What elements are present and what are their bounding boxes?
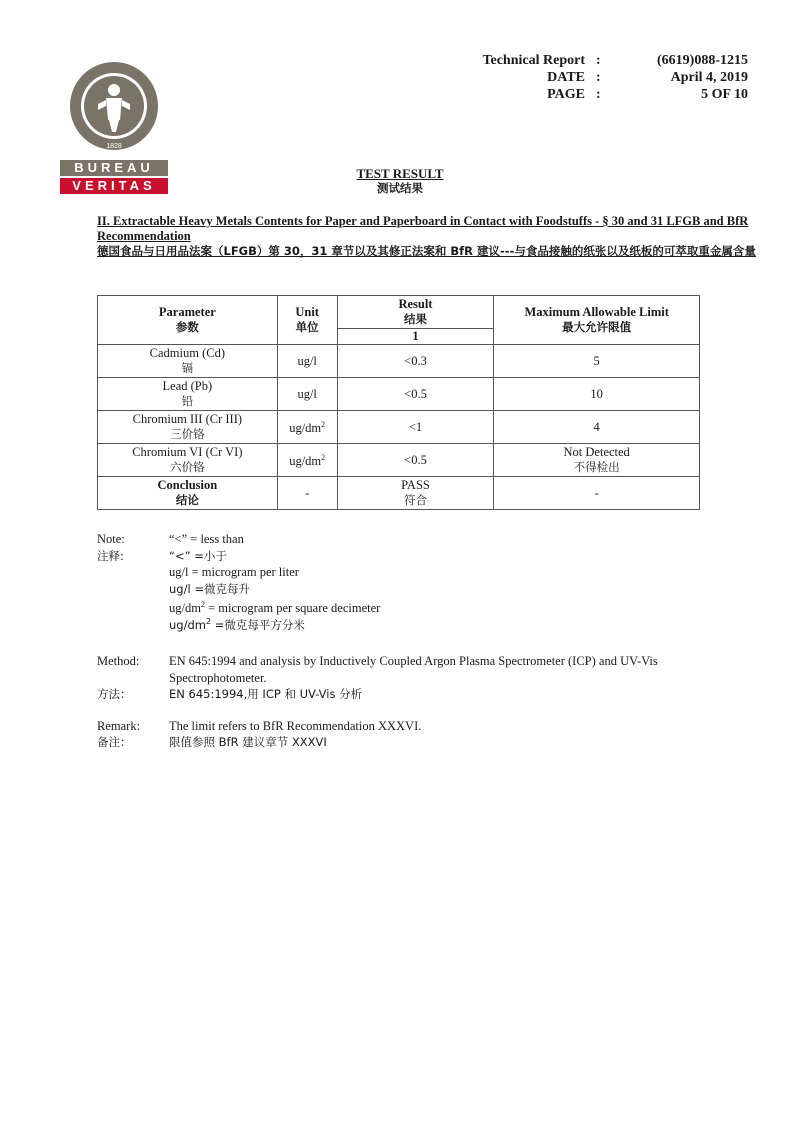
seal-year: 1828 (106, 143, 122, 150)
section-heading-en: II. Extractable Heavy Metals Contents for Paper and Paperboard in Contact with Foodstuffs - § 30 and 31 LFGB and BfR Recommendation (97, 214, 749, 243)
table-row: Cadmium (Cd) 镉 ug/l <0.3 5 (98, 345, 700, 378)
header-unit: Unit 单位 (277, 296, 337, 345)
date-label: DATE (547, 70, 585, 85)
results-table (97, 295, 700, 510)
page-label: PAGE (547, 87, 585, 102)
remark-label: Remark: (97, 718, 141, 733)
title-en: TEST RESULT (356, 166, 444, 181)
note-label: Note: (97, 532, 125, 546)
method-label: Method: (97, 654, 140, 668)
header-colons: : : : (596, 53, 601, 102)
page-title (0, 166, 800, 196)
table-row: Chromium III (Cr III) 三价铬 $ug/dm^2$ <1 4 (98, 411, 700, 444)
table-row: Chromium VI (Cr VI) 六价铬 $ug/dm^2$ <0.5 Not Detected 不得检出 (98, 444, 700, 477)
logo-line-1: BUREAU (60, 160, 168, 176)
header-values (606, 52, 748, 103)
table-row: Lead (Pb) 铅 ug/l <0.5 10 (98, 378, 700, 411)
logo-line-2: VERITAS (60, 178, 168, 194)
title-cn: 测试结果 (377, 181, 423, 195)
section-heading (97, 214, 757, 259)
header-result-col: 1 (337, 329, 494, 345)
header-parameter: Parameter 参数 (98, 296, 278, 345)
header-result: Result 结果 (337, 296, 494, 329)
section-heading-cn: 德国食品与日用品法案（LFGB）第 30，31 章节以及其修正法案和 BfR 建议---与食品接触的纸张以及纸板的可萃取重金属含量 (97, 244, 756, 258)
report-date: April 4, 2019 (670, 70, 748, 85)
seal-icon (68, 60, 160, 152)
header-labels (420, 52, 585, 103)
report-label: Technical Report (482, 53, 585, 68)
conclusion-row: Conclusion 结论 - PASS 符合 - (98, 477, 700, 510)
header-limit: Maximum Allowable Limit 最大允许限值 (494, 296, 700, 345)
page-number: 5 OF 10 (701, 87, 748, 102)
report-number: (6619)088-1215 (657, 53, 748, 68)
